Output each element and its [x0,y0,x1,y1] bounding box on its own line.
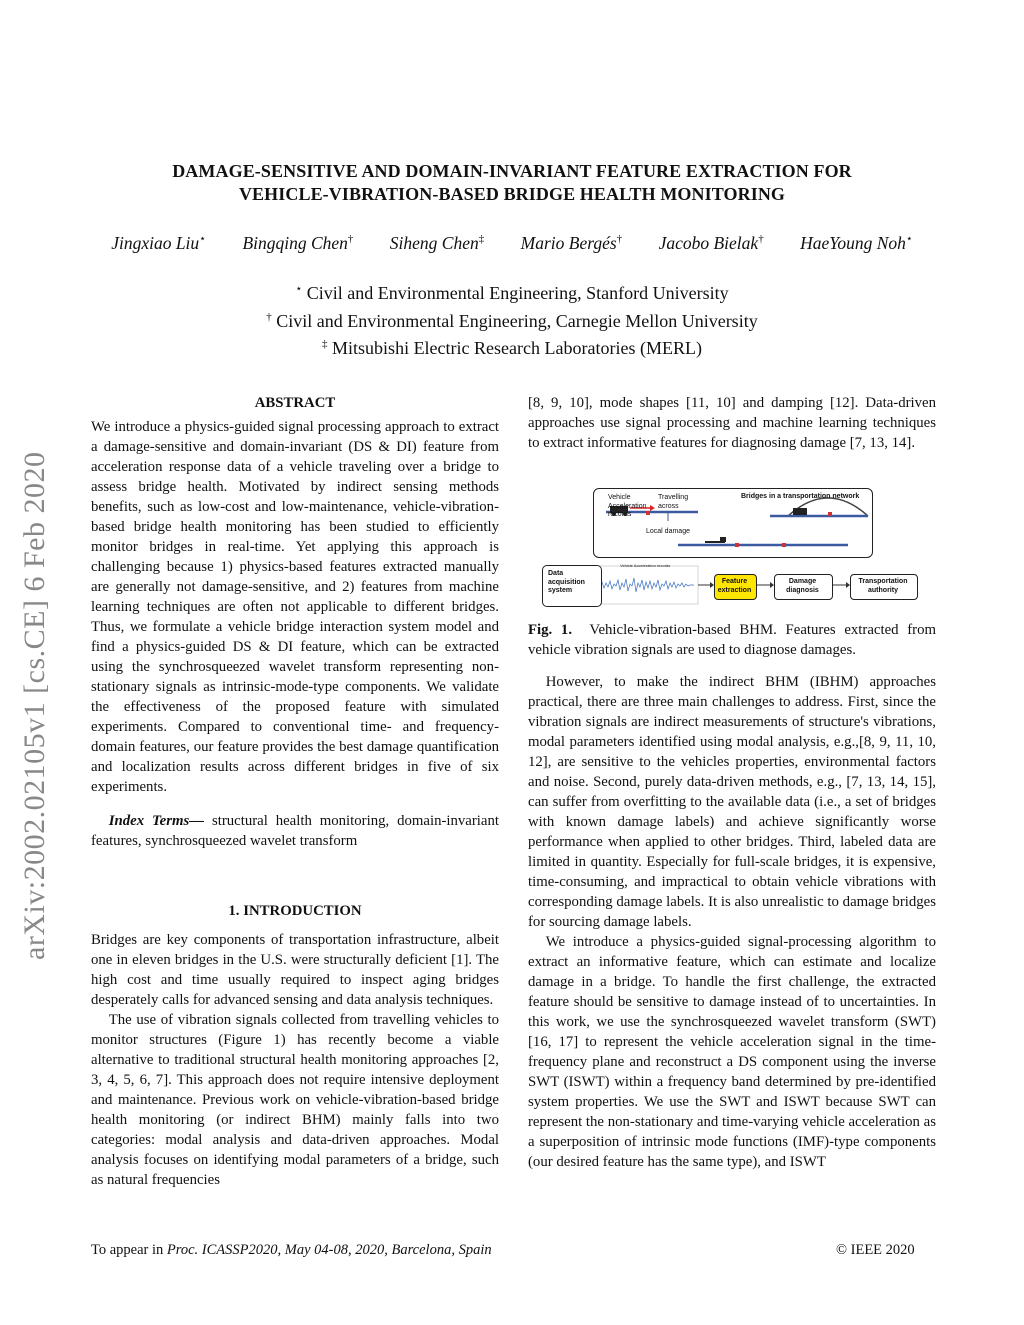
author: Jingxiao Liu⋆ [111,232,207,253]
figure-1 [538,486,938,616]
author: Siheng Chen‡ [389,232,485,253]
footer-venue: To appear in Proc. ICASSP2020, May 04-08, 2020, Barcelona, Spain [91,1242,492,1258]
affiliation: † Civil and Environmental Engineering, Carnegie Mellon University [266,310,758,331]
feature-label: Feature extraction [717,578,752,594]
intro-paragraph-2: The use of vibration signals collected from travelling vehicles to monitor structures (Figure 1) has recently become a viable alternative to traditional structural health monitoring approaches [2, 3, 4, 5, 6, 7]. This approach does not require intensive deployment and maintenance. Previous work on vehicle-vibration-based bridge health monitoring (or indirect BHM) mainly falls into two categories: modal analysis and data-driven approaches. Modal analysis focuses on identifying modal parameters of a bridge, such as natural frequencies [91,1012,499,1188]
abstract-section [91,393,499,851]
author: Bingqing Chen† [242,232,354,253]
authority-label: Transportation authority [858,578,908,594]
abstract-heading: ABSTRACT [254,395,336,411]
intro-paragraph-1: Bridges are key components of transportation infrastructure, albeit one in eleven bridges in the U.S. were structurally deficient [1]. The high cost and time usually required to inspect aging bridges desperately calls for advanced sensing and data analysis techniques. [91,932,499,1008]
title-line-2: VEHICLE-VIBRATION-BASED BRIDGE HEALTH MONITORING [238,184,786,204]
caption-label: Fig. 1. [528,622,573,638]
network-label: Bridges in a transportation network [741,493,860,500]
caption-text: Vehicle-vibration-based BHM. Features extracted from vehicle vibration signals are used to diagnose damages. [528,622,936,658]
title-line-1: DAMAGE-SENSITIVE AND DOMAIN-INVARIANT FEATURE EXTRACTION FOR [172,161,852,181]
abstract-text: We introduce a physics-guided signal processing approach to extract a damage-sensitive and domain-invariant (DS & DI) feature from acceleration response data of a vehicle traveling over a bridge to assess bridge health. Motivated by indirect sensing methods benefits, such as low-cost and low-maintenance, vehicle-vibration-based bridge health monitoring has been studied to efficiently monitor bridges in real-time. Yet applying this approach is challenging because 1) physics-based features extracted manually are generally not damage-sensitive, and 2) features from machine learning techniques are often not applicable to different bridges. Thus, we formulate a vehicle bridge interaction system model and find a physics-guided DS & DI feature, which can be extracted using the synchrosqueezed wavelet transform representing non-stationary signals as intrinsic-mode-type components. We validate the effectiveness of the proposed feature with simulated experiments. Compared to conventional time- and frequency-domain features, our feature provides the best damage quantification and localization results across different bridges in five of six experiments. [91,419,499,795]
figure-caption [528,620,936,660]
daq-label: Data acquisition system [548,570,585,594]
author: Jacobo Bielak† [658,232,764,253]
right-paragraph-0: [8, 9, 10], mode shapes [11, 10] and damping [12]. Data-driven approaches use signal processing and machine learning techniques to extract informative features for diagnosing damage [7, 13, 14]. [528,395,936,451]
arxiv-stamp: arXiv:2002.02105v1 [cs.CE] 6 Feb 2020 [18,451,51,960]
right-paragraph-2: We introduce a physics-guided signal-processing algorithm to extract an informative feature, which can estimate and localize damage in a bridge. To handle the first challenge, the extracted feature should be sensitive to damage instead of to uncertainties. In this work, we use the synchrosqueezed wavelet transform (SWT) [16, 17] to represent the vehicle acceleration signal in the time-frequency plane and reconstruct a DS component using the inverse SWT (ISWT) within a frequency band determined by pre-identified system properties. We use the SWT and ISWT because SWT can represent the non-stationary and time-varying vehicle acceleration as a superposition of intrinsic mode functions (IMF)-type components (our desired feature has the same type), and ISWT [528,934,936,1170]
affiliation: ⋆ Civil and Environmental Engineering, Stanford University [295,283,729,303]
index-terms: Index Terms— structural health monitoring, domain-invariant features, synchrosqueezed wavelet transform [91,813,499,849]
diagnosis-label: Damage diagnosis [786,578,819,594]
right-paragraph-1: However, to make the indirect BHM (IBHM) approaches practical, there are three main challenges to address. First, since the vibration signals are indirect measurements of structure's vibrations, modal parameters identified using modal analysis, e.g.,[8, 9, 11, 10, 12], are sensitive to the vehicles properties, environmental factors and noise. Second, purely data-driven methods, e.g., [7, 13, 14, 15], can suffer from overfitting to the available data (i.e., a set of bridges with known damage labels) and achieve significantly worse performance when applied to other bridges. Third, labeled data are limited in quantity. Especially for full-scale bridges, it is expensive, time-consuming, and impractical to obtain vehicle vibrations with corresponding damage labels. It is also unrealistic to damage bridges for sourcing damage labels. [528,674,936,930]
vehicle-label: Vehicle Acceleration records [608,494,647,518]
author: Mario Bergés† [520,232,623,253]
affiliations [0,278,1024,361]
introduction-section [91,901,499,1190]
affiliation: ‡ Mitsubishi Electric Research Laboratories (MERL) [322,338,702,358]
intro-heading: 1. INTRODUCTION [228,903,362,919]
paper-title [0,160,1024,206]
footer-copyright: © IEEE 2020 [836,1242,915,1258]
travelling-label: Travelling across [658,494,689,510]
author-list [0,232,1024,254]
author: HaeYoung Noh⋆ [800,232,913,253]
right-body [528,672,936,1172]
chart-title: Vehicle Acceleration records [620,563,671,568]
local-damage-label: Local damage [646,528,690,535]
